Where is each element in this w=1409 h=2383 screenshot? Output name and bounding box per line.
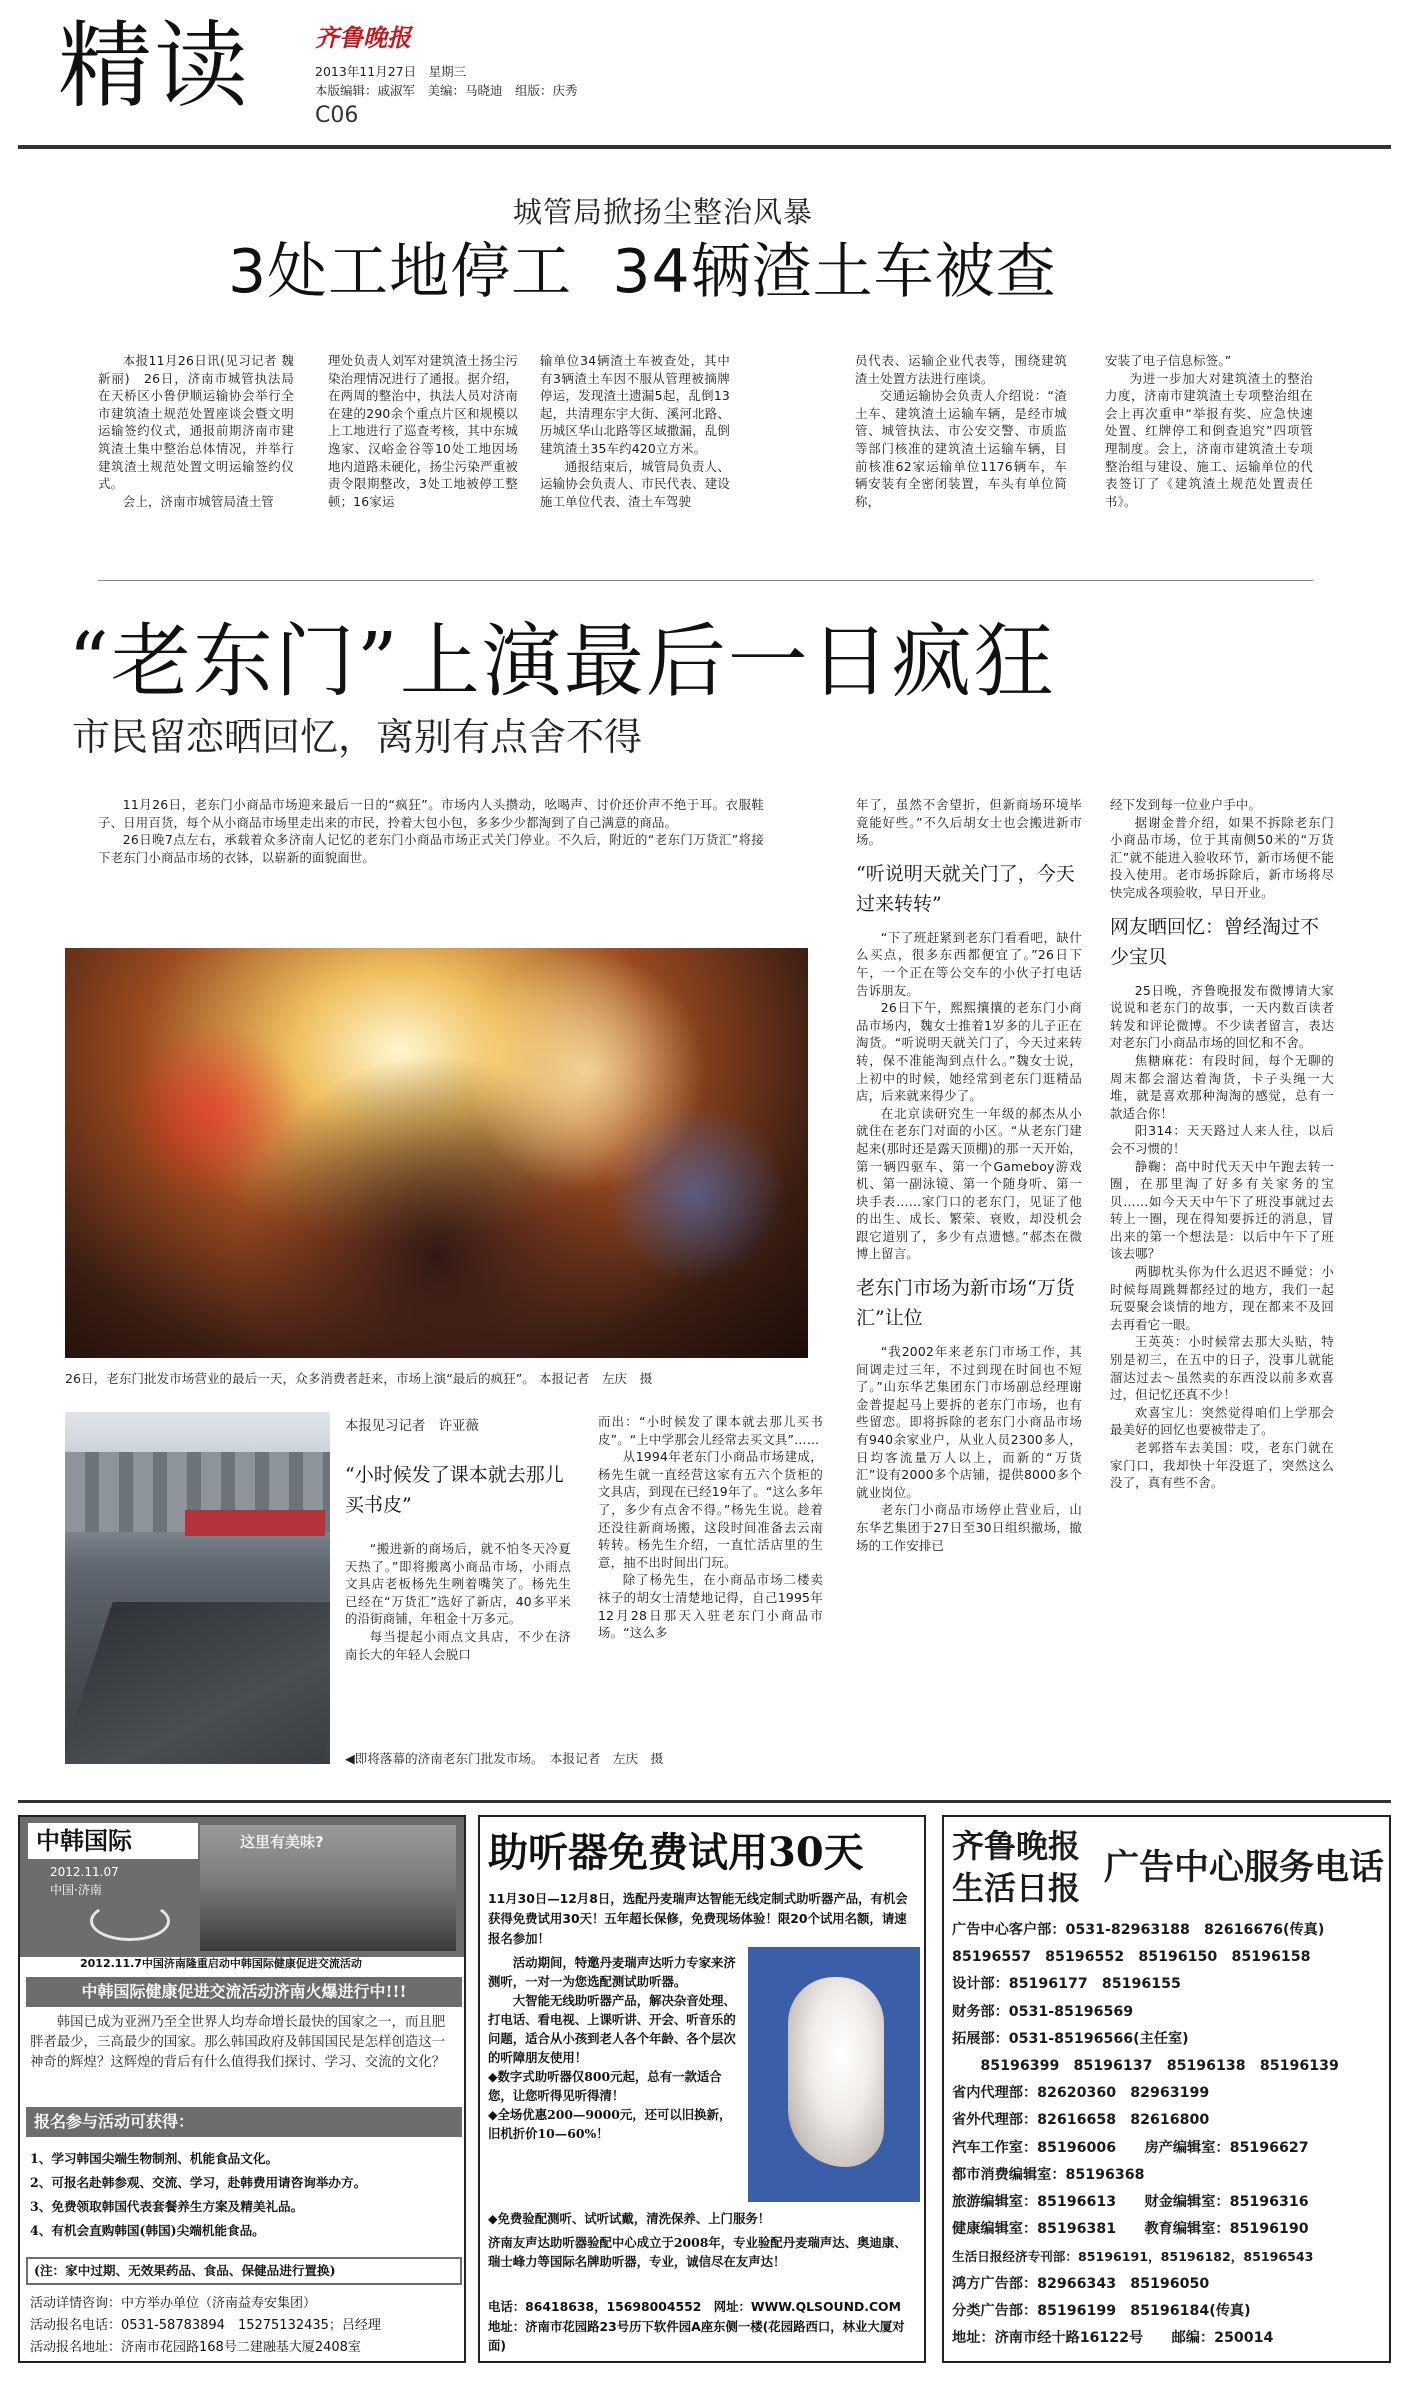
ad-korea-headline: 中韩国际健康促进交流活动济南火爆进行中!!! <box>26 1977 462 2007</box>
ad-hearing-para: ◆数字式助听器仅800元起，总有一款适合您，让您听得见听得清！ <box>488 2069 722 2103</box>
ad-hearing-company: 济南友声达助听器验配中心成立于2008年，专业验配丹麦瑞声达、奥迪康、瑞士峰力等国际名牌助听器，专业，诚信尽在友声达！ <box>488 2235 907 2269</box>
phone-row: 分类广告部：85196199 85196184(传真) <box>952 2302 1251 2319</box>
street-sign <box>185 1510 325 1536</box>
column-para: 老郭搭车去美国：哎，老东门就在家门口，我却快十年没逛了，突然这么没了，真有些不舍。 <box>1110 1440 1334 1491</box>
column-para: 26日下午，熙熙攘攘的老东门小商品市场内，魏女士推着1岁多的儿子正在淘货。“听说明天就关门了，今天过来转转，保不准能淘到点什么。”魏女士说，上初中的时候，她经常到老东门逛精品店，后来就来得少了。 <box>856 1000 1082 1104</box>
column-para: “搬进新的商场后，就不怕冬天冷夏天热了。”即将搬离小商品市场，小雨点文具店老板杨先生咧着嘴笑了。杨先生已经在“万货汇”选好了新店，40多平米的沿街商铺，年租金十万多元。 <box>345 1541 571 1627</box>
editor-credits: 本版编辑：戚淑军 美编：马晓迪 组版：庆秀 <box>315 83 578 98</box>
story2-subhead: 市民留恋晒回忆，离别有点舍不得 <box>72 715 643 759</box>
contact-line: 活动报名电话：0531-58783894 15275132435；吕经理 <box>30 2318 381 2333</box>
byline: 本报见习记者 许亚薇 <box>345 1419 479 1434</box>
story2-column-b <box>345 1540 571 1663</box>
masthead-rule <box>18 145 1391 149</box>
ad-hearing-para: ◆全场优惠200—9000元，还可以旧换新，旧机折价10—60%！ <box>488 2107 732 2141</box>
column-para: 在北京读研究生一年级的郝杰从小就住在老东门对面的小区。“从老东门建起来(那时还是露天顶棚)的那一天开始，第一辆四驱车、第一个Gameboy游戏机、第一副泳镜、第一个随身听、第一块手表……家门口的老东门，见证了他的出生、成长、繁荣、衰败，却没机会跟它道别了，多少有点遗憾。”郝杰在微博上留言。 <box>856 1105 1082 1262</box>
story2-column-d <box>1110 796 1334 1492</box>
section-title: 精读 <box>58 12 251 121</box>
story1-para: 通报结束后，城管局负责人、运输协会负责人、市民代表、建设施工单位代表、渣土车驾驶 <box>540 458 730 509</box>
column-para: “我2002年来老东门市场工作，其间调走过三年，不过到现在时间也不短了。”山东华艺集团东门市场副总经理谢金普提起马上要拆的老东门市场，也有些留恋。即将拆除的老东门小商品市场有940余家业户，从业人员2300多人，日均客流量万人以上，而新的“万货汇”设有2000多个店铺，提供8000多个就业岗位。 <box>856 1344 1082 1500</box>
story2-column-c <box>856 796 1082 1554</box>
page-number: C06 <box>315 103 359 128</box>
phone-row: 健康编辑室：85196381 教育编辑室：85196190 <box>952 2221 1309 2238</box>
story1-para: 理处负责人刘军对建筑渣土扬尘污染治理情况进行了通报。据介绍，在两周的整治中，执法人员对济南在建的290余个重点片区和规模以上工地进行了巡查考核，其中东城逸家、汉峪金谷等10处工地因场地内道路未硬化，扬尘污染严重被责令限期整改，3处工地被停工整顿；16家运 <box>328 353 518 509</box>
ad-korea-signup-title: 报名参与活动可获得： <box>26 2107 462 2137</box>
ad-hotline <box>942 1815 1391 2363</box>
phone-row: 汽车工作室：85196006 房产编辑室：85196627 <box>952 2139 1309 2156</box>
story2-column-b2 <box>598 1413 823 1642</box>
ad-korea-date: 2012.11.07 <box>50 1865 119 1879</box>
benefit-item: 1、学习韩国尖端生物制剂、机能食品文化。 <box>30 2151 279 2166</box>
column-para: 据谢金普介绍，如果不拆除老东门小商品市场，位于其南侧50米的“万货汇”就不能进入验收环节，新市场便不能投入使用。老市场拆除后，新市场将尽快完成各项验收，早日开业。 <box>1110 814 1334 900</box>
subhead-3: 老东门市场为新市场“万货汇”让位 <box>856 1277 1075 1330</box>
ad-korea-photo-caption: 2012.11.7中国济南隆重启动中韩国际健康促进交流活动 <box>80 1957 362 1970</box>
ad-korea-note: (注：家中过期、无效果药品、食品、保健品进行置换) <box>26 2257 462 2285</box>
subhead-2: “听说明天就关门了，今天过来转转” <box>856 862 1075 915</box>
column-para: 王英英：小时候常去那大头贴，特别是初三，在五中的日子，没事儿就能溜达过去～虽然卖的东西没以前多欢喜过，但记忆还真不少！ <box>1110 1334 1334 1403</box>
ad-hearing-headline: 助听器免费试用30天 <box>488 1829 864 1876</box>
contact-line: 活动详情咨询：中方举办单位（济南益寿安集团） <box>30 2296 317 2311</box>
ad-hearing-para: 大智能无线助听器产品，解决杂音处理、打电话、看电视、上课听讲、开会、听音乐的问题，适合从小孩到老人各个年龄、各个层次的听障朋友使用！ <box>488 1993 736 2065</box>
phone-row: 生活日报经济专刊部：85196191，85196182，85196543 <box>952 2249 1314 2265</box>
story2-lead <box>98 796 764 866</box>
market-photo <box>65 948 808 1358</box>
story1-column-4 <box>855 352 1067 510</box>
subhead-1: “小时候发了课本就去那儿买书皮” <box>345 1464 564 1516</box>
ad-hotline-paper-1: 齐鲁晚报 <box>952 1827 1081 1865</box>
ad-korea-intro: 韩国已成为亚洲乃至全世界人均寿命增长最快的国家之一，而且肥胖者最少，三高最少的国家。那么韩国政府及韩国国民是怎样创造这一神奇的辉煌？这辉煌的背后有什么值得我们探讨、学习、交流的文化？ <box>30 2015 446 2070</box>
story1-column-3 <box>540 352 730 510</box>
phone-row: 拓展部：0531-85196566(主任室) <box>952 2030 1189 2047</box>
column-para: 经下发到每一位业户手中。 <box>1110 797 1262 812</box>
photo2-caption: ◀即将落幕的济南老东门批发市场。 本报记者 左庆 摄 <box>345 1751 664 1766</box>
street-road <box>65 1602 330 1764</box>
lead-para: 11月26日，老东门小商品市场迎来最后一日的“疯狂”。市场内人头攒动，吆喝声、讨价还价声不绝于耳。衣服鞋子、日用百货，每个从小商品市场里走出来的市民，拎着大包小包，多多少少都淘到了自己满意的商品。 <box>98 797 764 830</box>
ad-korea-location: 中国·济南 <box>50 1883 102 1897</box>
column-para: 除了杨先生，在小商品市场二楼卖袜子的胡女士清楚地记得，自己1995年12月28日那天入驻老东门小商品市场。“这么多 <box>598 1572 823 1641</box>
ads-top-rule <box>18 1800 1391 1803</box>
ad-hotline-header <box>952 1825 1385 1909</box>
story1-column-2 <box>328 352 518 510</box>
ad-hearing-service: ◆免费验配测听、试听试戴，清洗保养、上门服务！ <box>488 2211 771 2226</box>
column-para: 两脚枕头你为什么迟迟不睡觉：小时候每周跳舞都经过的地方，我们一起玩耍聚会谈情的地方，现在都来不及回去再看它一眼。 <box>1110 1264 1334 1332</box>
benefit-item: 2、可报名赴韩参观、交流、学习，赴韩费用请咨询举办方。 <box>30 2175 367 2190</box>
column-para: 25日晚，齐鲁晚报发布微博请大家说说和老东门的故事，一天内数百读者转发和评论微博。不少读者留言，表达对老东门小商品市场的回忆和不舍。 <box>1110 982 1334 1051</box>
phone-row: 鸿方广告部：82966343 85196050 <box>952 2275 1210 2292</box>
masthead <box>0 0 1409 150</box>
column-para: 每当提起小雨点文具店，不少在济南长大的年轻人会脱口 <box>345 1628 571 1662</box>
column-para: “下了班赶紧到老东门看看吧，缺什么买点，很多东西都便宜了。”26日下午，一个正在等公交车的小伙子打电话告诉朋友。 <box>856 929 1082 998</box>
benefit-item: 3、免费领取韩国代表套餐养生方案及精美礼品。 <box>30 2199 304 2214</box>
story1-column-1 <box>98 352 294 510</box>
phone-row: 85196399 85196137 85196138 85196139 <box>952 2058 1339 2075</box>
phone-row: 旅游编辑室：85196613 财金编辑室：85196316 <box>952 2194 1309 2211</box>
ear-icon <box>788 1977 884 2167</box>
story1-para: 员代表、运输企业代表等，围绕建筑渣土处置方法进行座谈。 <box>855 353 1067 386</box>
story1-para: 会上，济南市城管局渣土管 <box>122 493 274 509</box>
ad-korea-benefits <box>30 2147 460 2243</box>
column-para: 而出：“小时候发了课本就去那儿买书皮”。“上中学那会儿经常去买文具”…… <box>598 1414 823 1447</box>
street-photo <box>65 1412 330 1764</box>
story1-bottom-rule <box>98 580 1313 581</box>
column-para: 从1994年老东门小商品市场建成，杨先生就一直经营这家有五六个货柜的文具店，到现在已经19年了。“这么多年了，多少有点舍不得。”杨先生说。趁着还没往新商场搬，这段时间准备去云南转转。杨先生介绍，一直忙活店里的生意，抽不出时间出门玩。 <box>598 1449 823 1570</box>
ad-korea-photo <box>200 1825 456 1951</box>
ad-korea-logo-swirl <box>90 1901 170 1941</box>
story1-para: 为进一步加大对建筑渣土的整治力度，济南市建筑渣土专项整治组在会上再次重申“举报有奖、应急快速处置、红牌停工和倒查追究”四项管理制度。会上，济南市建筑渣土专项整治组与建设、施工、运输单位的代表签订了《建筑渣土规范处置责任书》。 <box>1105 370 1313 509</box>
ad-korea-body <box>30 2013 458 2073</box>
phone-row: 85196557 85196552 85196150 85196158 <box>952 1949 1311 1966</box>
phone-row: 省外代理部：82616658 82616800 <box>952 2112 1210 2129</box>
photo-lights <box>65 948 808 1358</box>
story1-para: 本报11月26日讯(见习记者 魏新丽) 26日，济南市城管执法局在天桥区小鲁伊顺运输协会举行全市建筑渣土规范处置座谈会暨文明运输签约仪式，通报前期济南市建筑渣土集中整治总体情况，并举行建筑渣土规范处置文明运输签约仪式。 <box>98 353 294 492</box>
story1-para: 输单位34辆渣土车被查处，其中有3辆渣土车因不服从管理被摘牌停运，发现渣土遗漏5起，乱倒13起，共清理东宇大街、溪河北路、历城区华山北路等区域撒漏，乱倒建筑渣土35车约420立方米。 <box>540 353 730 456</box>
phone-row: 地址：济南市经十路16122号 邮编：250014 <box>952 2330 1274 2347</box>
column-para: 静鞠：高中时代天天中午跑去转一圈，在那里淘了好多有关家务的宝贝……如今天天中午下了班没事就过去转上一圈，现在得知要拆迁的消息，冒出来的第一个想法是：以后中午下了班该去哪？ <box>1110 1158 1334 1262</box>
newspaper-logo: 齐鲁晚报 <box>315 23 411 52</box>
story1-para: 交通运输协会负责人介绍说：“渣土车、建筑渣土运输车辆，是经市城管、城管执法、市公安交警、市质监等部门核准的建筑渣土运输车辆，目前核准62家运输单位1176辆车，车辆安装有全密闭装置，车头有单位简称， <box>855 388 1067 509</box>
phone-row: 省内代理部：82620360 82963199 <box>952 2085 1210 2102</box>
subhead-4: 网友晒回忆：曾经淘过不少宝贝 <box>1110 915 1320 968</box>
ad-hearing-intro: 11月30日—12月8日，选配丹麦瑞声达智能无线定制式助听器产品，有机会获得免费试用30天！五年超长保修，免费现场体验！限20个试用名额，请速报名参加！ <box>488 1891 908 1946</box>
issue-date: 2013年11月27日 星期三 <box>315 64 467 79</box>
ad-hotline-paper-2: 生活日报 <box>952 1869 1081 1907</box>
ad-hearing-para: 活动期间，特邀丹麦瑞声达听力专家来济测听，一对一为您选配测试助听器。 <box>488 1955 736 1989</box>
column-para: 老东门小商品市场停止营业后，山东华艺集团于27日至30日组织撤场，撤场的工作安排已 <box>856 1502 1082 1553</box>
lead-para: 26日晚7点左右，承载着众多济南人记忆的老东门小商品市场正式关门停业。不久后，附近的“老东门万货汇”将接下老东门小商品市场的衣钵，以崭新的面貌面世。 <box>98 832 764 865</box>
ad-hotline-list <box>952 1917 1384 2352</box>
story1-headline: 3处工地停工 34辆渣土车被查 <box>228 237 1057 307</box>
ad-korea-screen: 这里有美味? <box>240 1833 324 1851</box>
ad-hearing-paras <box>488 1953 738 2143</box>
ad-hearing-address: 地址：济南市花园路23号历下软件园A座东侧一楼(花园路西口，林业大厦对面) <box>488 2319 905 2353</box>
column-para: 焦糖麻花：有段时间，每个无聊的周末都会溜达着淘货，卡子头绳一大堆，就是喜欢那种淘淘的感觉，总有一款适合你！ <box>1110 1052 1334 1121</box>
contact-line: 活动报名地址：济南市花园路168号二建融基大厦2408室 <box>30 2340 361 2355</box>
ad-korea-brand: 中韩国际 <box>28 1823 198 1859</box>
story1-para: 安装了电子信息标签。” <box>1105 353 1232 368</box>
ad-hotline-title: 广告中心服务电话 <box>1104 1847 1385 1888</box>
story2-headline: “老东门”上演最后一日疯狂 <box>68 615 1056 708</box>
benefit-item: 4、有机会直购韩国(韩国)尖端机能食品。 <box>30 2223 265 2238</box>
column-para: 年了，虽然不舍望折，但新商场环境毕竟能好些。”不久后胡女士也会搬进新市场。 <box>856 797 1082 848</box>
phone-row: 都市消费编辑室：85196368 <box>952 2166 1145 2183</box>
phone-row: 设计部：85196177 85196155 <box>952 1976 1181 1993</box>
photo1-caption: 26日，老东门批发市场营业的最后一天，众多消费者赶来，市场上演“最后的疯狂”。 本报记者 左庆 摄 <box>65 1371 653 1386</box>
ad-korea <box>18 1815 466 2363</box>
ear-image <box>748 1947 920 2202</box>
phone-row: 广告中心客户部：0531-82963188 82616676(传真) <box>952 1922 1325 1938</box>
story1-kicker: 城管局掀扬尘整治风暴 <box>513 195 814 229</box>
story1-column-5 <box>1105 352 1313 510</box>
column-para: 阳314：天天路过人来人往，以后会不习惯的！ <box>1110 1123 1334 1156</box>
ad-korea-banner <box>20 1817 464 1957</box>
ad-hearing-contact: 电话：86418638，15698004552 网址：WWW.QLSOUND.COM <box>488 2299 901 2314</box>
column-para: 欢喜宝儿：突然觉得咱们上学那会最美好的回忆也要被带走了。 <box>1110 1404 1334 1438</box>
phone-row: 财务部：0531-85196569 <box>952 2003 1134 2020</box>
ad-korea-contact <box>30 2293 460 2359</box>
ad-hearing-aid <box>478 1815 926 2363</box>
